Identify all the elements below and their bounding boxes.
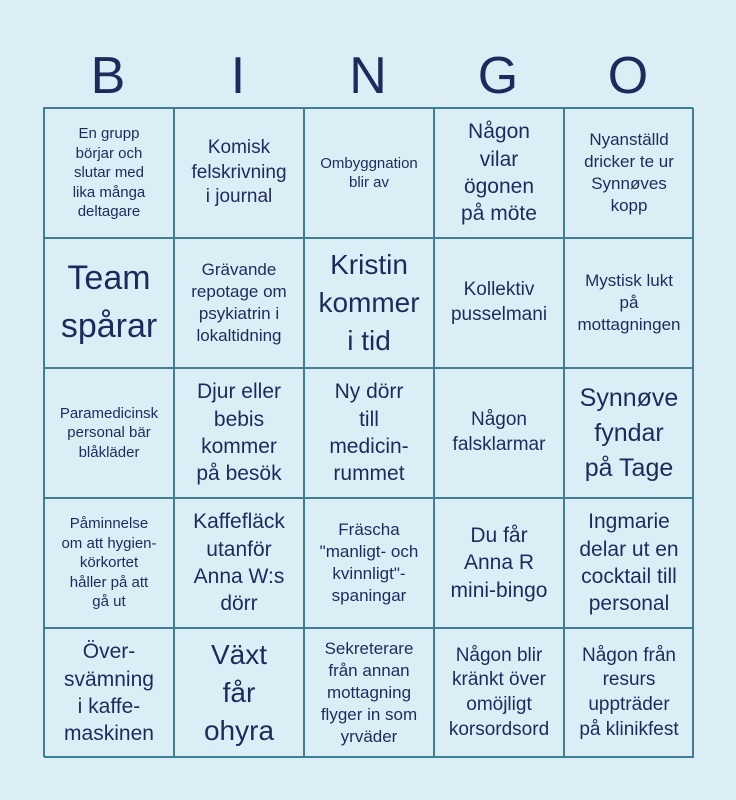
header-letter-b: B	[90, 47, 126, 105]
cell-text: Kristin kommer i tid	[318, 249, 420, 356]
bingo-cell-r2-c4[interactable]	[434, 238, 564, 368]
header-letter-i: I	[230, 47, 246, 105]
bingo-cell-r5-c1[interactable]	[44, 628, 174, 758]
bingo-cell-r3-c3[interactable]	[304, 368, 434, 498]
bingo-cell-r2-c1[interactable]	[44, 238, 174, 368]
cell-text: Påminnelse om att hygien- körkortet håller på att gå ut	[61, 515, 157, 611]
bingo-cell-r2-c2[interactable]	[174, 238, 304, 368]
bingo-cell-r3-c1[interactable]	[44, 368, 174, 498]
bingo-cell-r5-c5[interactable]	[564, 628, 694, 758]
cell-text: Någon falsklarmar	[452, 409, 546, 455]
bingo-cell-r4-c4[interactable]	[434, 498, 564, 628]
bingo-cell-r5-c2[interactable]	[174, 628, 304, 758]
bingo-cell-r2-c5[interactable]	[564, 238, 694, 368]
cell-text: Djur eller bebis kommer på besök	[196, 380, 282, 486]
cell-text: Team spårar	[60, 259, 158, 345]
bingo-cell-r2-c3[interactable]	[304, 238, 434, 368]
cell-text: Ny dörr till medicin- rummet	[329, 380, 409, 486]
cell-text: Du får Anna R mini-bingo	[450, 524, 548, 602]
bingo-cell-r4-c2[interactable]	[174, 498, 304, 628]
header-letter-n: N	[349, 47, 387, 105]
cell-text: Någon vilar ögonen på möte	[461, 120, 537, 226]
bingo-grid	[43, 107, 693, 757]
bingo-cell-r3-c2[interactable]	[174, 368, 304, 498]
bingo-header	[43, 44, 693, 108]
cell-text: Fräscha "manligt- och kvinnligt"- spaningar	[319, 519, 419, 606]
bingo-cell-r1-c2[interactable]	[174, 108, 304, 238]
cell-text: Grävande repotage om psykiatrin i lokaltidning	[191, 259, 287, 346]
header-letter-g: G	[477, 47, 519, 105]
cell-text: Någon från resurs uppträder på klinikfest	[579, 644, 679, 740]
cell-text: En grupp börjar och slutar med lika många deltagare	[72, 125, 146, 221]
bingo-cell-r1-c3[interactable]	[304, 108, 434, 238]
cell-text: Kollektiv pusselmani	[450, 279, 548, 325]
bingo-cell-r4-c1[interactable]	[44, 498, 174, 628]
cell-text: Kaffefläck utanför Anna W:s dörr	[193, 510, 285, 616]
bingo-cell-r3-c5[interactable]	[564, 368, 694, 498]
cell-text: Paramedicinsk personal bär blåkläder	[59, 404, 159, 461]
bingo-cell-r5-c4[interactable]	[434, 628, 564, 758]
cell-text: Nyanställd dricker te ur Synnøves kopp	[584, 129, 674, 216]
bingo-cell-r4-c5[interactable]	[564, 498, 694, 628]
cell-text: Komisk felskrivning i journal	[191, 136, 287, 208]
bingo-cell-r3-c4[interactable]	[434, 368, 564, 498]
bingo-cell-r1-c4[interactable]	[434, 108, 564, 238]
cell-text: Mystisk lukt på mottagningen	[577, 270, 681, 335]
cell-text: Någon blir kränkt över omöjligt korsordsord	[448, 644, 550, 740]
cell-text: Växt får ohyra	[203, 639, 275, 746]
bingo-cell-r1-c5[interactable]	[564, 108, 694, 238]
bingo-cell-r5-c3[interactable]	[304, 628, 434, 758]
header-letter-o: O	[607, 47, 649, 105]
cell-text: Synnøve fyndar på Tage	[579, 383, 679, 482]
cell-text: Över- svämning i kaffe- maskinen	[64, 640, 154, 746]
bingo-cell-r4-c3[interactable]	[304, 498, 434, 628]
cell-text: Ombyggnation blir av	[320, 154, 418, 191]
cell-text: Ingmarie delar ut en cocktail till personal	[579, 510, 679, 616]
cell-text: Sekreterare från annan mottagning flyger in som yrväder	[320, 638, 418, 747]
bingo-cell-r1-c1[interactable]	[44, 108, 174, 238]
